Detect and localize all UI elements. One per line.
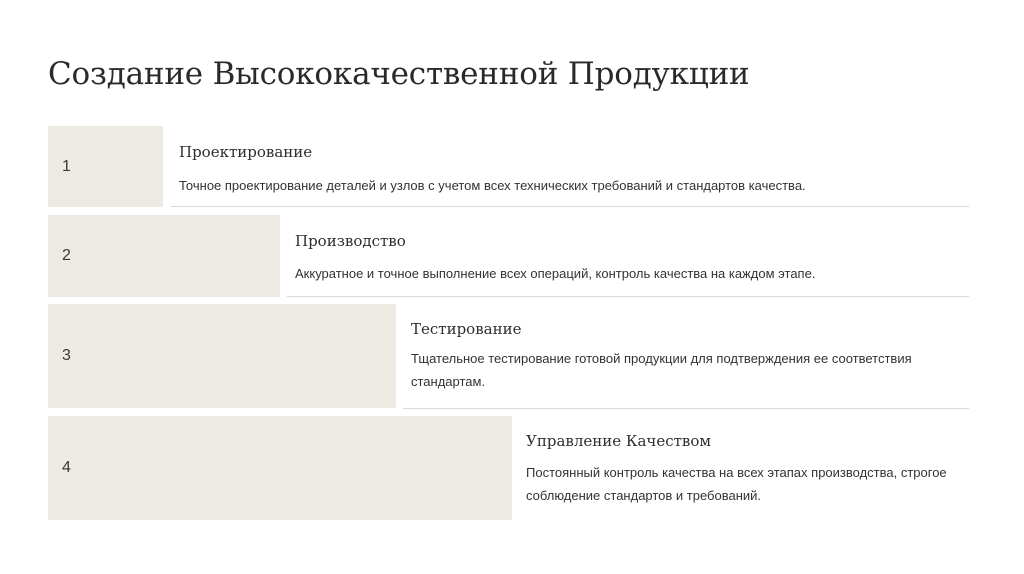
step-2-description: Аккуратное и точное выполнение всех операций, контроль качества на каждом этапе. xyxy=(295,266,816,281)
step-3-content xyxy=(411,319,931,393)
step-3-number-box xyxy=(48,304,396,408)
step-4-number: 4 xyxy=(62,459,71,476)
step-2-content xyxy=(295,231,955,285)
step-4-number-box xyxy=(48,416,512,520)
step-3-heading: Тестирование xyxy=(411,320,522,338)
step-1-description: Точное проектирование деталей и узлов с учетом всех технических требований и стандартов качества. xyxy=(179,178,806,193)
page-title: Создание Высококачественной Продукции xyxy=(48,56,750,92)
step-4-heading: Управление Качеством xyxy=(526,432,712,450)
step-2-number: 2 xyxy=(62,247,71,264)
step-2-number-box xyxy=(48,215,280,297)
step-1-number-box xyxy=(48,126,163,207)
step-4-description: Постоянный контроль качества на всех этапах производства, строгое соблюдение стандартов и требований. xyxy=(526,465,947,503)
step-2-heading: Производство xyxy=(295,232,406,250)
step-3-divider xyxy=(403,408,969,409)
step-1-number: 1 xyxy=(62,157,71,175)
step-4-content xyxy=(526,431,966,507)
step-1-divider xyxy=(171,206,969,207)
step-3-description: Тщательное тестирование готовой продукции для подтверждения ее соответствия стандартам. xyxy=(411,351,912,389)
step-3-number: 3 xyxy=(62,347,71,364)
step-1-content xyxy=(179,142,959,197)
step-1-heading: Проектирование xyxy=(179,143,313,161)
step-2-divider xyxy=(287,296,969,297)
